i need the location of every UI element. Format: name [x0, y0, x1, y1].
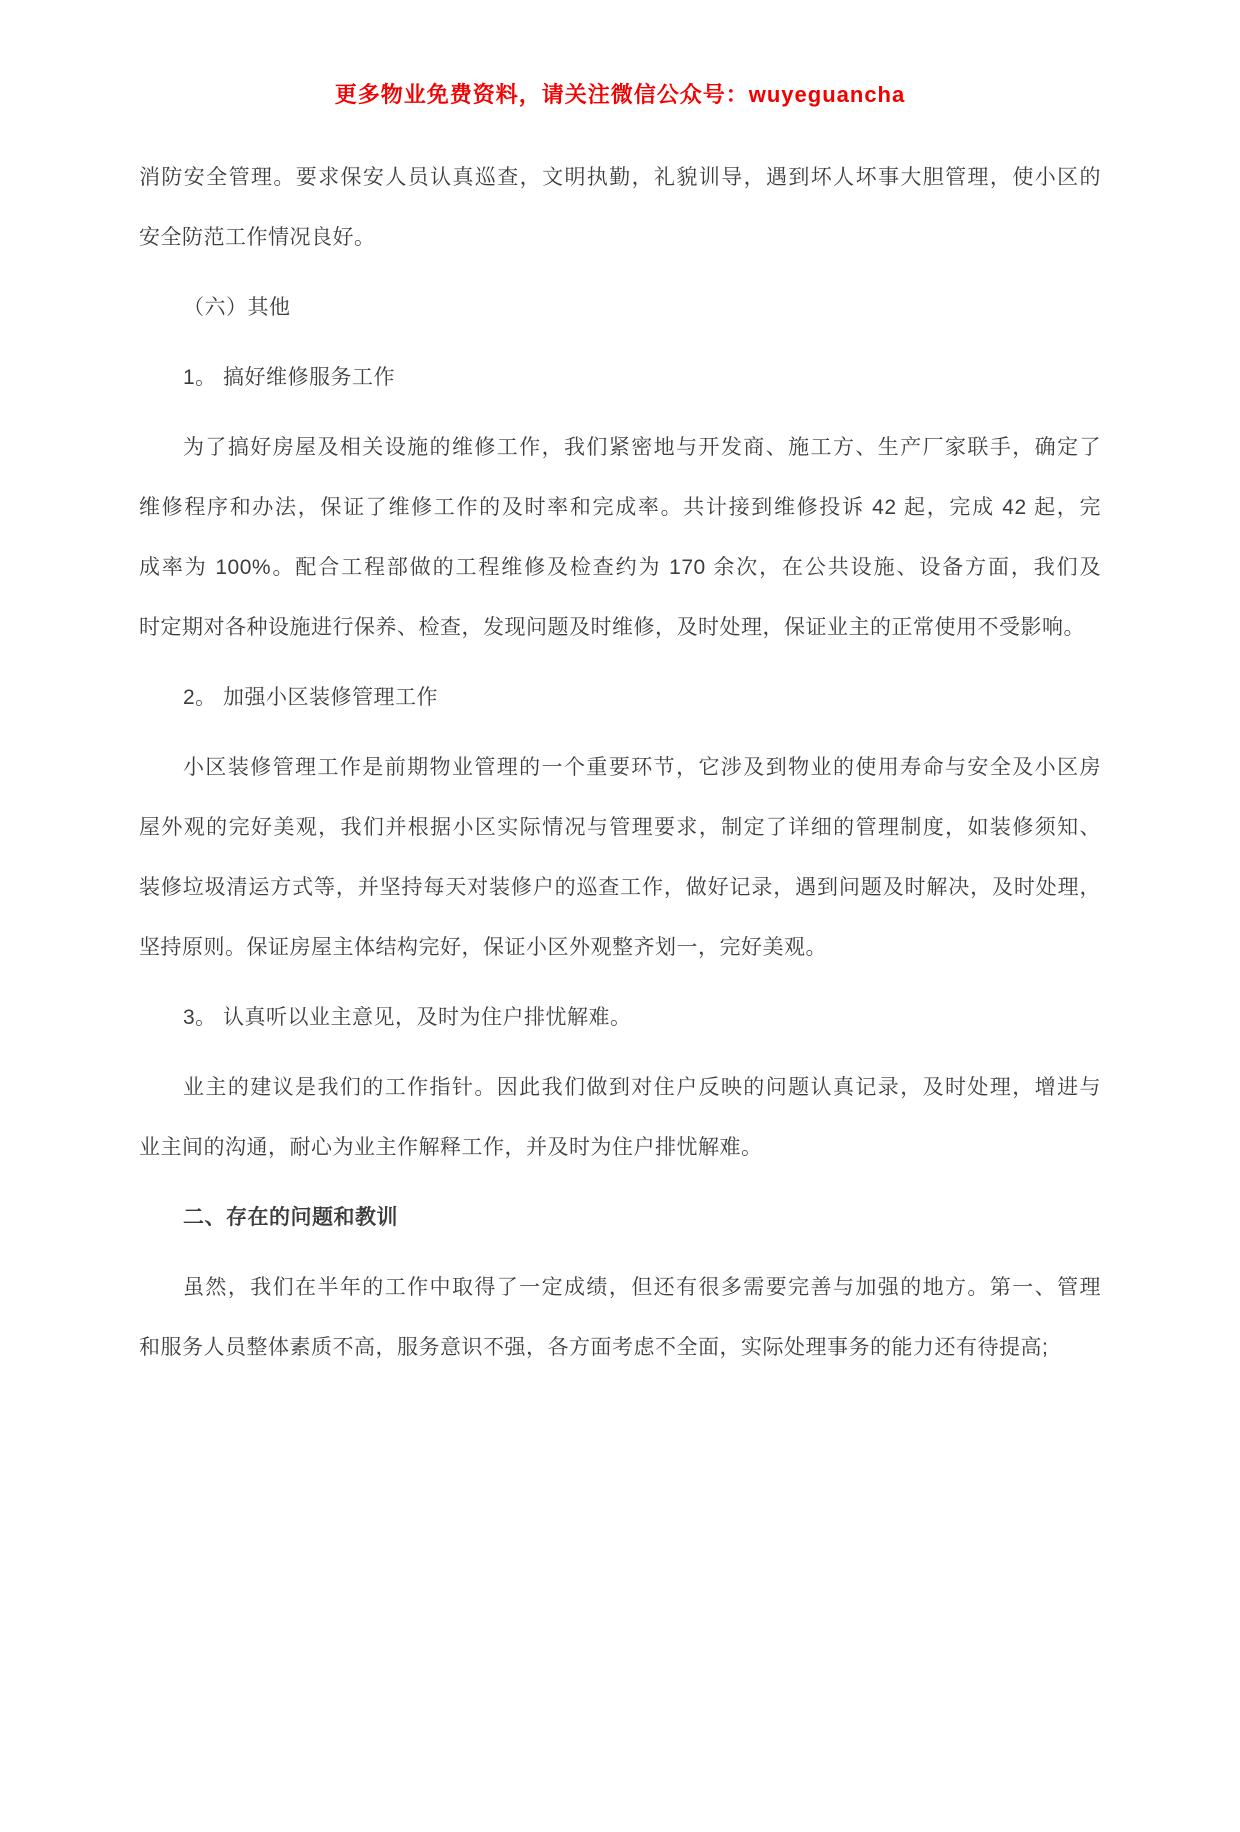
text-line: 1。 搞好维修服务工作 — [183, 366, 396, 389]
text-line: 维修程序和办法，保证了维修工作的及时率和完成率。共计接到维修投诉 42 起，完成 42 起，完 — [139, 496, 1101, 519]
promo-header-text: 更多物业免费资料，请关注微信公众号：wuyeguancha — [334, 82, 906, 107]
paragraph — [139, 738, 1101, 978]
text-line: 虽然，我们在半年的工作中取得了一定成绩，但还有很多需要完善与加强的地方。第一、管理 — [183, 1276, 1101, 1299]
text-line: 装修垃圾清运方式等，并坚持每天对装修户的巡查工作，做好记录，遇到问题及时解决，及时处理， — [139, 876, 1101, 899]
text-line: 3。 认真听以业主意见，及时为住户排忧解难。 — [183, 1006, 632, 1029]
text-line: 2。 加强小区装修管理工作 — [183, 686, 439, 709]
text-line: 安全防范工作情况良好。 — [139, 226, 376, 249]
paragraph — [139, 1258, 1101, 1378]
text-line: 和服务人员整体素质不高，服务意识不强，各方面考虑不全面，实际处理事务的能力还有待提高; — [139, 1336, 1049, 1359]
paragraph-subheading — [139, 278, 1101, 338]
text-line: （六）其他 — [183, 296, 291, 319]
text-line: 时定期对各种设施进行保养、检查，发现问题及时维修，及时处理，保证业主的正常使用不受影响。 — [139, 616, 1085, 639]
document-page — [0, 77, 1240, 1832]
text-line: 业主的建议是我们的工作指针。因此我们做到对住户反映的问题认真记录，及时处理，增进与 — [183, 1076, 1101, 1099]
text-line: 小区装修管理工作是前期物业管理的一个重要环节，它涉及到物业的使用寿命与安全及小区房 — [183, 756, 1101, 779]
text-line: 为了搞好房屋及相关设施的维修工作，我们紧密地与开发商、施工方、生产厂家联手，确定了 — [183, 436, 1101, 459]
text-line: 业主间的沟通，耐心为业主作解释工作，并及时为住户排忧解难。 — [139, 1136, 763, 1159]
paragraph — [139, 1058, 1101, 1178]
paragraph-numbered-item — [139, 988, 1101, 1048]
text-line: 消防安全管理。要求保安人员认真巡查，文明执勤，礼貌训导，遇到坏人坏事大胆管理，使小区的 — [139, 166, 1101, 189]
paragraph-numbered-item — [139, 348, 1101, 408]
paragraph-numbered-item — [139, 668, 1101, 728]
paragraph — [139, 148, 1101, 268]
text-line: 坚持原则。保证房屋主体结构完好，保证小区外观整齐划一，完好美观。 — [139, 936, 827, 959]
text-line: 屋外观的完好美观，我们并根据小区实际情况与管理要求，制定了详细的管理制度，如装修须知、 — [139, 816, 1101, 839]
paragraph — [139, 418, 1101, 658]
text-line: 成率为 100%。配合工程部做的工程维修及检查约为 170 余次，在公共设施、设备方面，我们及 — [139, 556, 1101, 579]
section-heading-text: 二、存在的问题和教训 — [183, 1206, 398, 1229]
paragraph-section-heading — [139, 1188, 1101, 1248]
